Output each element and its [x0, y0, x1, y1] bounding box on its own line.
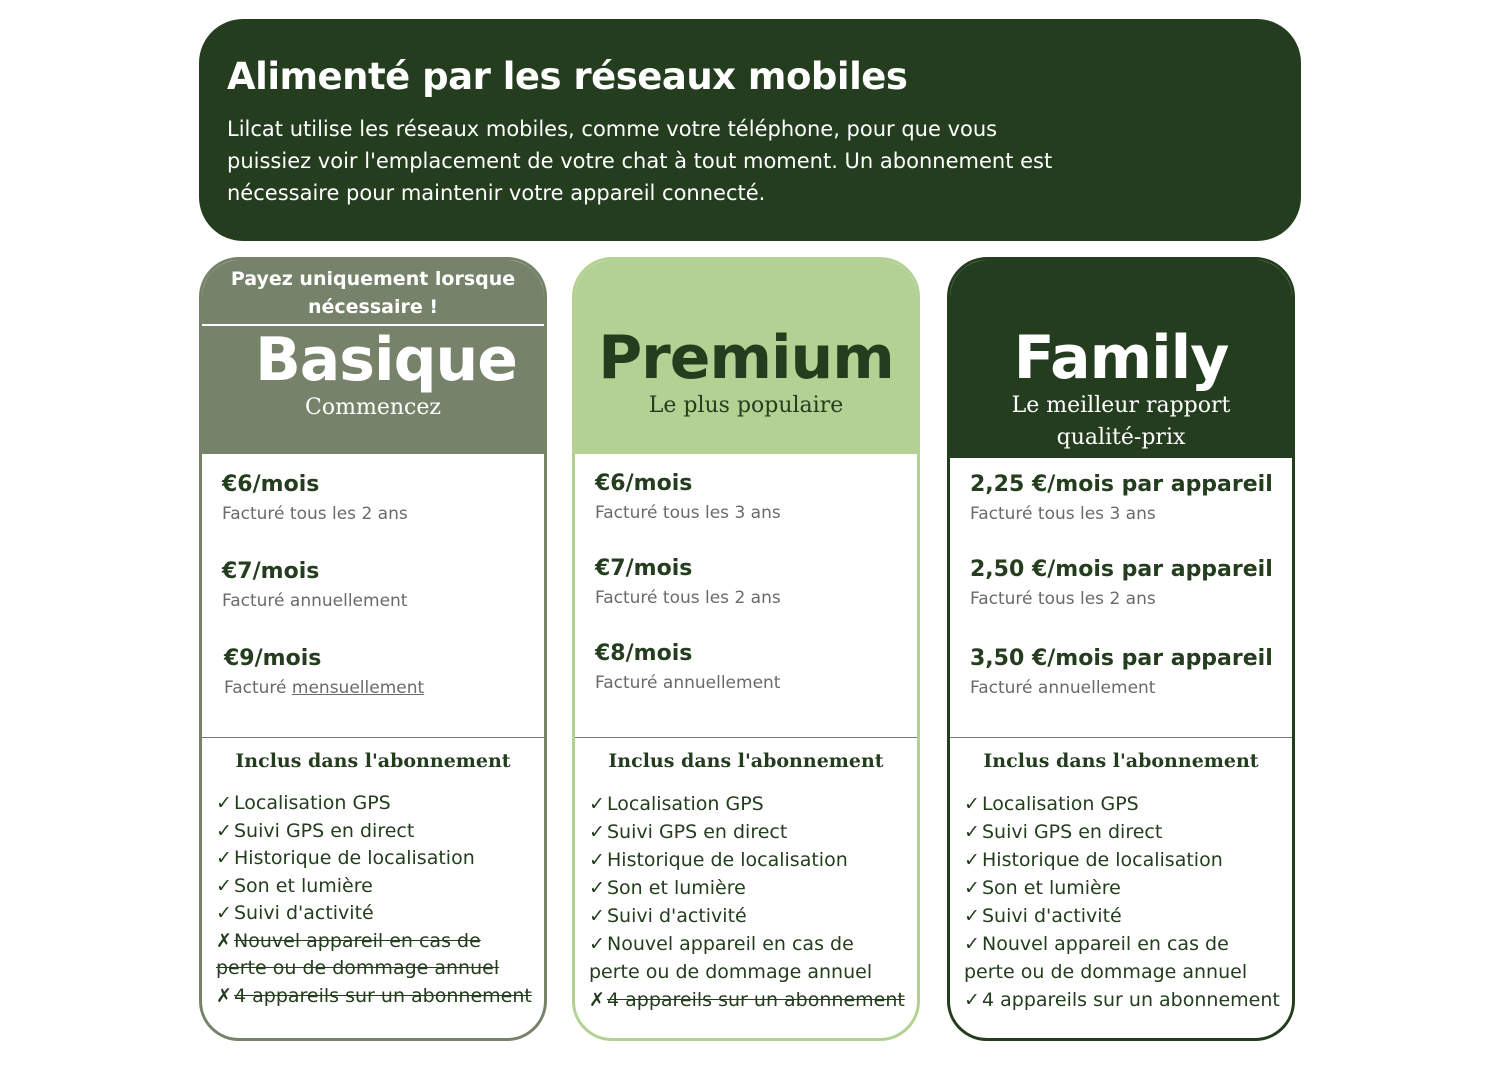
price-list	[950, 456, 1292, 738]
feature-item: ✓ Localisation GPS	[216, 790, 534, 818]
billing-prefix: Facturé	[224, 678, 287, 698]
check-icon: ✓	[964, 821, 980, 843]
feature-item-excluded: ✗ 4 appareils sur un abonnement	[589, 986, 907, 1014]
feature-item: ✓ Localisation GPS	[589, 790, 907, 818]
price-amount: 2,25 €/mois par appareil	[970, 472, 1273, 497]
price-option	[970, 644, 1273, 700]
plan-header-basic	[202, 260, 544, 454]
price-amount: €9/mois	[224, 646, 322, 671]
price-amount: €7/mois	[595, 556, 693, 581]
billing-period: Facturé tous les 2 ans	[970, 589, 1156, 609]
feature-item: ✓ Suivi GPS en direct	[589, 818, 907, 846]
check-icon: ✓	[589, 821, 605, 843]
price-list	[202, 456, 544, 738]
feature-item-excluded: ✗ 4 appareils sur un abonnement	[216, 983, 534, 1011]
price-option	[224, 644, 424, 700]
billing-period: Facturé tous les 2 ans	[595, 588, 781, 608]
plan-subtitle: Le plus populaire	[648, 393, 844, 418]
plan-card-basic[interactable]	[199, 257, 547, 1041]
feature-list	[964, 790, 1282, 1014]
feature-item: ✓ Historique de localisation	[216, 845, 534, 873]
price-amount: €6/mois	[595, 471, 693, 496]
price-option	[970, 470, 1273, 526]
cross-icon: ✗	[216, 929, 232, 952]
price-option	[222, 557, 407, 613]
check-icon: ✓	[589, 905, 605, 927]
feature-item: ✓ Son et lumière	[964, 874, 1282, 902]
price-amount: €8/mois	[595, 641, 693, 666]
feature-item-excluded: ✗ Nouvel appareil en cas de perte ou de dommage annuel	[216, 929, 500, 979]
check-icon: ✓	[216, 874, 232, 897]
billing-period: Facturé annuellement	[222, 591, 408, 611]
check-icon: ✓	[964, 989, 980, 1011]
cross-icon: ✗	[216, 984, 232, 1007]
plan-tagline: Payez uniquement lorsque nécessaire !	[202, 260, 544, 326]
plan-subtitle: Commencez	[305, 395, 441, 420]
plan-card-family[interactable]	[947, 257, 1295, 1041]
feature-item: ✓ 4 appareils sur un abonnement	[964, 986, 1282, 1014]
check-icon: ✓	[216, 792, 232, 814]
billing-period: Facturé tous les 3 ans	[595, 503, 781, 523]
banner-text: Lilcat utilise les réseaux mobiles, comme votre téléphone, pour que vous puissiez voir l'emplacement de votre chat à tout moment. Un abonnement est nécessaire pour maintenir votre appareil connecté.	[227, 117, 1053, 205]
plan-name: Premium	[598, 323, 894, 393]
feature-item: ✓ Suivi d'activité	[964, 902, 1282, 930]
plan-name: Basique	[255, 325, 517, 395]
billing-period: Facturé tous les 2 ans	[222, 504, 408, 524]
price-amount: 3,50 €/mois par appareil	[970, 646, 1273, 671]
price-amount: €6/mois	[222, 472, 320, 497]
feature-item: ✓ Nouvel appareil en cas de perte ou de dommage annuel	[964, 930, 1282, 986]
included-title: Inclus dans l'abonnement	[235, 750, 511, 772]
feature-item: ✓ Son et lumière	[216, 873, 534, 901]
billing-period: Facturé annuellement	[970, 678, 1156, 698]
feature-item: ✓ Son et lumière	[589, 874, 907, 902]
check-icon: ✓	[589, 933, 605, 955]
price-option	[595, 469, 781, 525]
feature-item: ✓ Suivi d'activité	[589, 902, 907, 930]
check-icon: ✓	[589, 793, 605, 815]
check-icon: ✓	[589, 877, 605, 899]
check-icon: ✓	[964, 933, 980, 955]
feature-item: ✓ Historique de localisation	[964, 846, 1282, 874]
plan-name: Family	[1013, 323, 1229, 393]
check-icon: ✓	[964, 793, 980, 815]
included-title: Inclus dans l'abonnement	[983, 750, 1259, 772]
check-icon: ✓	[216, 902, 232, 924]
plan-header-family	[950, 260, 1292, 458]
check-icon: ✓	[964, 905, 980, 927]
check-icon: ✓	[964, 877, 980, 899]
billing-period: Facturé tous les 3 ans	[970, 504, 1156, 524]
info-banner	[199, 19, 1301, 241]
check-icon: ✓	[964, 849, 980, 871]
plan-header-premium	[575, 260, 917, 454]
cross-icon: ✗	[589, 989, 605, 1011]
price-option	[595, 554, 781, 610]
billing-period	[224, 676, 424, 700]
feature-list	[589, 790, 907, 1014]
feature-item: ✓ Historique de localisation	[589, 846, 907, 874]
feature-item: ✓ Suivi GPS en direct	[964, 818, 1282, 846]
price-amount: €7/mois	[222, 559, 320, 584]
check-icon: ✓	[216, 819, 232, 842]
price-option	[595, 639, 780, 695]
price-option	[222, 470, 408, 526]
feature-item: ✓ Localisation GPS	[964, 790, 1282, 818]
banner-title: Alimenté par les réseaux mobiles	[227, 55, 908, 98]
check-icon: ✓	[589, 849, 605, 871]
billing-period: Facturé annuellement	[595, 673, 781, 693]
included-title: Inclus dans l'abonnement	[608, 750, 884, 772]
plan-subtitle: Le meilleur rapport qualité-prix	[1011, 393, 1231, 450]
price-option	[970, 555, 1273, 611]
check-icon: ✓	[216, 847, 232, 869]
feature-item: ✓ Suivi d'activité	[216, 900, 534, 928]
price-list	[575, 456, 917, 738]
price-amount: 2,50 €/mois par appareil	[970, 557, 1273, 582]
feature-item: ✓ Nouvel appareil en cas de perte ou de dommage annuel	[589, 930, 907, 986]
feature-item: ✓ Suivi GPS en direct	[216, 818, 534, 846]
plan-card-premium[interactable]	[572, 257, 920, 1041]
feature-list	[216, 790, 534, 1010]
billing-link-monthly[interactable]: mensuellement	[291, 678, 425, 698]
